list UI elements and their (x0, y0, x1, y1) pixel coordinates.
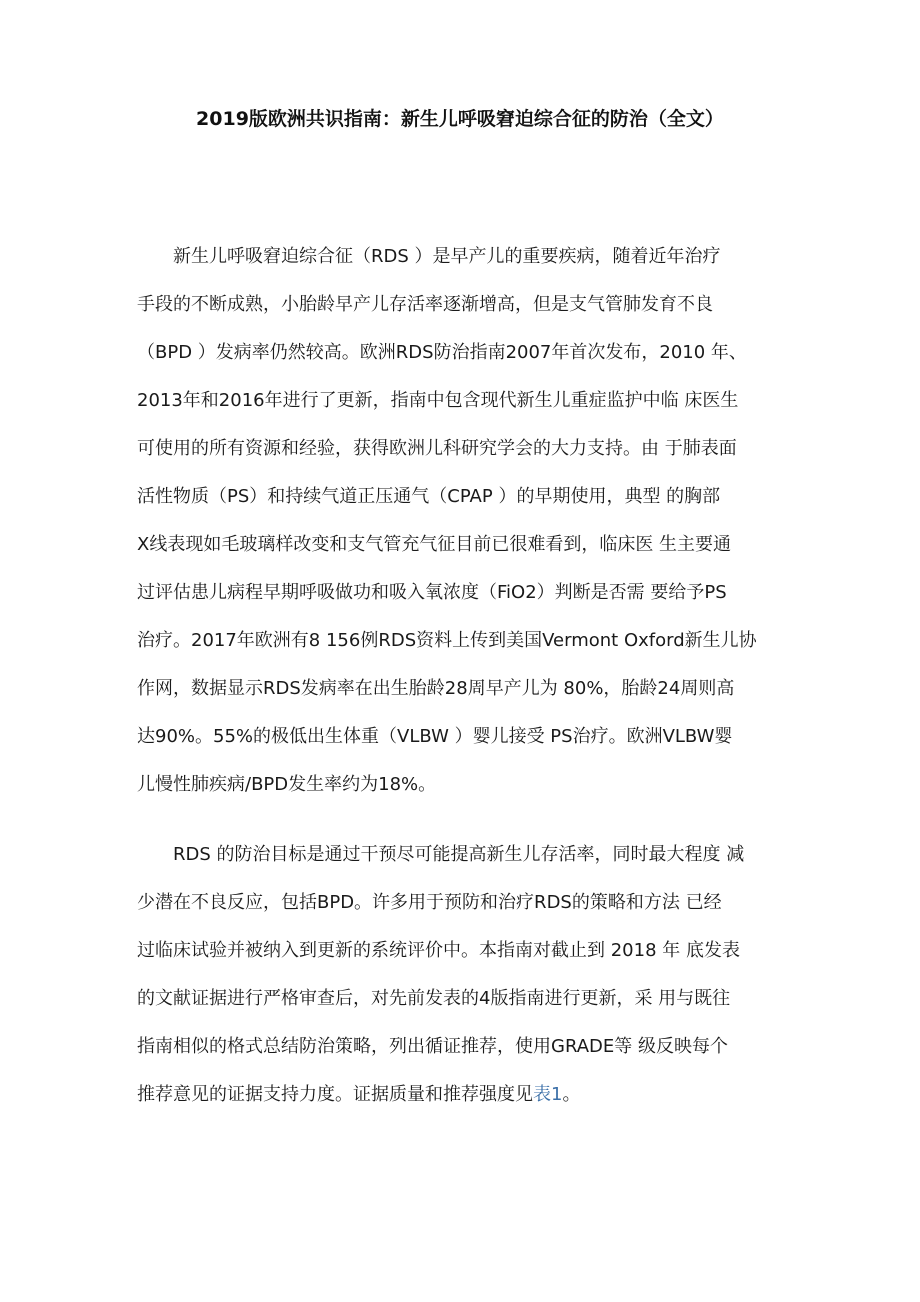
paragraph-line: X线表现如毛玻璃样改变和支气管充气征目前已很难看到，临床医 生主要通 (137, 534, 732, 555)
paragraph-line: 2013年和2016年进行了更新，指南中包含现代新生儿重症监护中临 床医生 (137, 390, 739, 411)
paragraph-gap (137, 809, 787, 831)
paragraph-2 (137, 831, 787, 1119)
paragraph-end-punctuation: 。 (562, 1084, 581, 1105)
paragraph-line: 达90%。55%的极低出生体重（VLBW ）婴儿接受 PS治疗。欧洲VLBW婴 (137, 726, 733, 747)
paragraph-line: （BPD ）发病率仍然较高。欧洲RDS防治指南2007年首次发布，2010 年、 (137, 342, 747, 363)
paragraph-line: 指南相似的格式总结防治策略，列出循证推荐，使用GRADE等 级反映每个 (137, 1036, 728, 1057)
paragraph-text: 推荐意见的证据支持力度。证据质量和推荐强度见 (137, 1084, 533, 1105)
paragraph-line: 手段的不断成熟，小胎龄早产儿存活率逐渐增高，但是支气管肺发育不良 (137, 294, 713, 315)
paragraph-line: 少潜在不良反应，包括BPD。许多用于预防和治疗RDS的策略和方法 已经 (137, 892, 722, 913)
paragraph-line: 作网，数据显示RDS发病率在出生胎龄28周早产儿为 80%，胎龄24周则高 (137, 678, 735, 699)
paragraph-line: 治疗。2017年欧洲有8 156例RDS资料上传到美国Vermont Oxford新生儿协 (137, 630, 757, 651)
paragraph-line: 儿慢性肺疾病/BPD发生率约为18%。 (137, 774, 437, 795)
paragraph-1 (137, 233, 787, 809)
document-body (137, 233, 787, 1119)
paragraph-line: 过临床试验并被纳入到更新的系统评价中。本指南对截止到 2018 年 底发表 (137, 940, 740, 961)
paragraph-line: 新生儿呼吸窘迫综合征（RDS ）是早产儿的重要疾病，随着近年治疗 (173, 246, 721, 267)
paragraph-line: 活性物质（PS）和持续气道正压通气（CPAP ）的早期使用，典型 的胸部 (137, 486, 721, 507)
paragraph-line: 可使用的所有资源和经验，获得欧洲儿科研究学会的大力支持。由 于肺表面 (137, 438, 737, 459)
document-title: 2019版欧洲共识指南：新生儿呼吸窘迫综合征的防治（全文） (196, 108, 724, 130)
paragraph-line-last (137, 1071, 787, 1119)
paragraph-line: RDS 的防治目标是通过干预尽可能提高新生儿存活率，同时最大程度 减 (173, 844, 745, 865)
table-1-link[interactable]: 表1 (533, 1084, 563, 1105)
paragraph-line: 过评估患儿病程早期呼吸做功和吸入氧浓度（FiO2）判断是否需 要给予PS (137, 582, 727, 603)
paragraph-line: 的文献证据进行严格审查后，对先前发表的4版指南进行更新，采 用与既往 (137, 988, 731, 1009)
